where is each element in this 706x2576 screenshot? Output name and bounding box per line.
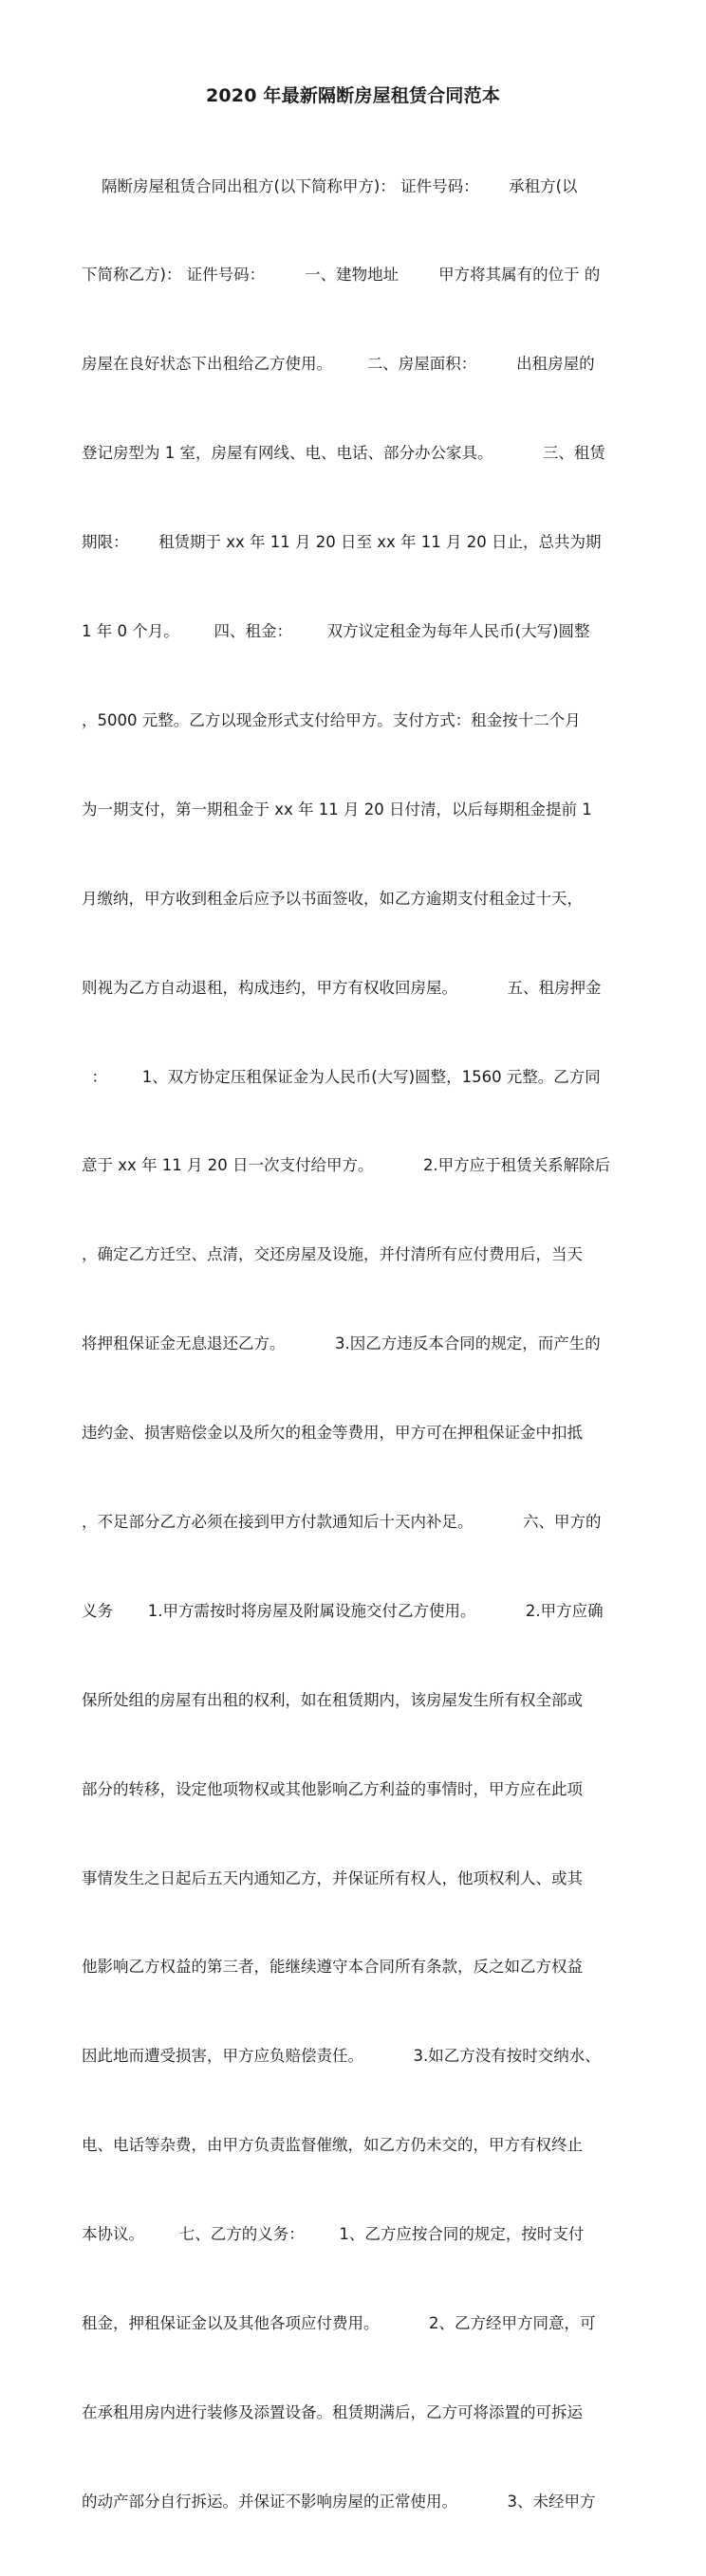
body-line: 他影响乙方权益的第三者，能继续遵守本合同所有条款，反之如乙方权益 bbox=[82, 1958, 583, 1977]
body-line: 保所处组的房屋有出租的权利，如在租赁期内，该房屋发生所有权全部或 bbox=[82, 1690, 583, 1709]
body-line: ，5000 元整。乙方以现金形式支付给甲方。支付方式：租金按十二个月 bbox=[82, 710, 581, 729]
body-line: 租金，押租保证金以及其他各项应付费用。 2、乙方经甲方同意，可 bbox=[82, 2313, 596, 2332]
body-line: 的动产部分自行拆运。并保证不影响房屋的正常使用。 3、未经甲方 bbox=[82, 2492, 596, 2511]
body-line: ，不足部分乙方必须在接到甲方付款通知后十天内补足。 六、甲方的 bbox=[82, 1512, 602, 1531]
body-line: 月缴纳，甲方收到租金后应予以书面签收，如乙方逾期支付租金过十天， bbox=[82, 889, 583, 908]
body-line: 电、电话等杂费，由甲方负责监督催缴，如乙方仍未交的，甲方有权终止 bbox=[82, 2136, 583, 2155]
body-line: 登记房型为 1 室，房屋有网线、电、电话、部分办公家具。 三、租赁 bbox=[82, 444, 605, 463]
body-line: 期限： 租赁期于 xx 年 11 月 20 日至 xx 年 11 月 20 日止，总共为期 bbox=[82, 533, 602, 552]
body-line: 因此地而遭受损害，甲方应负赔偿责任。 3.如乙方没有按时交纳水、 bbox=[82, 2047, 601, 2066]
body-line: 部分的转移，设定他项物权或其他影响乙方利益的事情时，甲方应在此项 bbox=[82, 1779, 583, 1798]
body-line: 为一期支付，第一期租金于 xx 年 11 月 20 日付清，以后每期租金提前 1 bbox=[82, 800, 592, 819]
body-line: 隔断房屋租赁合同出租方(以下简称甲方)： 证件号码： 承租方(以 bbox=[82, 176, 578, 195]
body-line: ： 1、双方协定压租保证金为人民币(大写)圆整，1560 元整。乙方同 bbox=[82, 1067, 601, 1086]
document-body bbox=[82, 112, 632, 2576]
body-line: 1 年 0 个月。 四、租金： 双方议定租金为每年人民币(大写)圆整 bbox=[82, 622, 590, 641]
body-line: 则视为乙方自动退租，构成违约，甲方有权收回房屋。 五、租房押金 bbox=[82, 978, 602, 997]
document-title: 2020 年最新隔断房屋租赁合同范本 bbox=[205, 85, 501, 106]
body-line: 意于 xx 年 11 月 20 日一次支付给甲方。 2.甲方应于租赁关系解除后 bbox=[82, 1156, 611, 1175]
body-line: 下简称乙方)： 证件号码： 一、建物地址 甲方将其属有的位于 的 bbox=[82, 266, 601, 285]
body-line: 将押租保证金无息退还乙方。 3.因乙方违反本合同的规定，而产生的 bbox=[82, 1334, 601, 1353]
body-line: 本协议。 七、乙方的义务： 1、乙方应按合同的规定，按时支付 bbox=[82, 2225, 585, 2244]
body-line: 事情发生之日起后五天内通知乙方，并保证所有权人，他项权利人、或其 bbox=[82, 1868, 583, 1887]
body-line: 违约金、损害赔偿金以及所欠的租金等费用，甲方可在押租保证金中扣抵 bbox=[82, 1424, 583, 1443]
body-line: 在承租用房内进行装修及添置设备。租赁期满后，乙方可将添置的可拆运 bbox=[82, 2402, 583, 2421]
body-line: ，确定乙方迁空、点清，交还房屋及设施，并付清所有应付费用后，当天 bbox=[82, 1245, 583, 1264]
body-line: 义务 1.甲方需按时将房屋及附属设施交付乙方使用。 2.甲方应确 bbox=[82, 1601, 604, 1620]
body-line: 房屋在良好状态下出租给乙方使用。 二、房屋面积： 出租房屋的 bbox=[82, 355, 595, 374]
